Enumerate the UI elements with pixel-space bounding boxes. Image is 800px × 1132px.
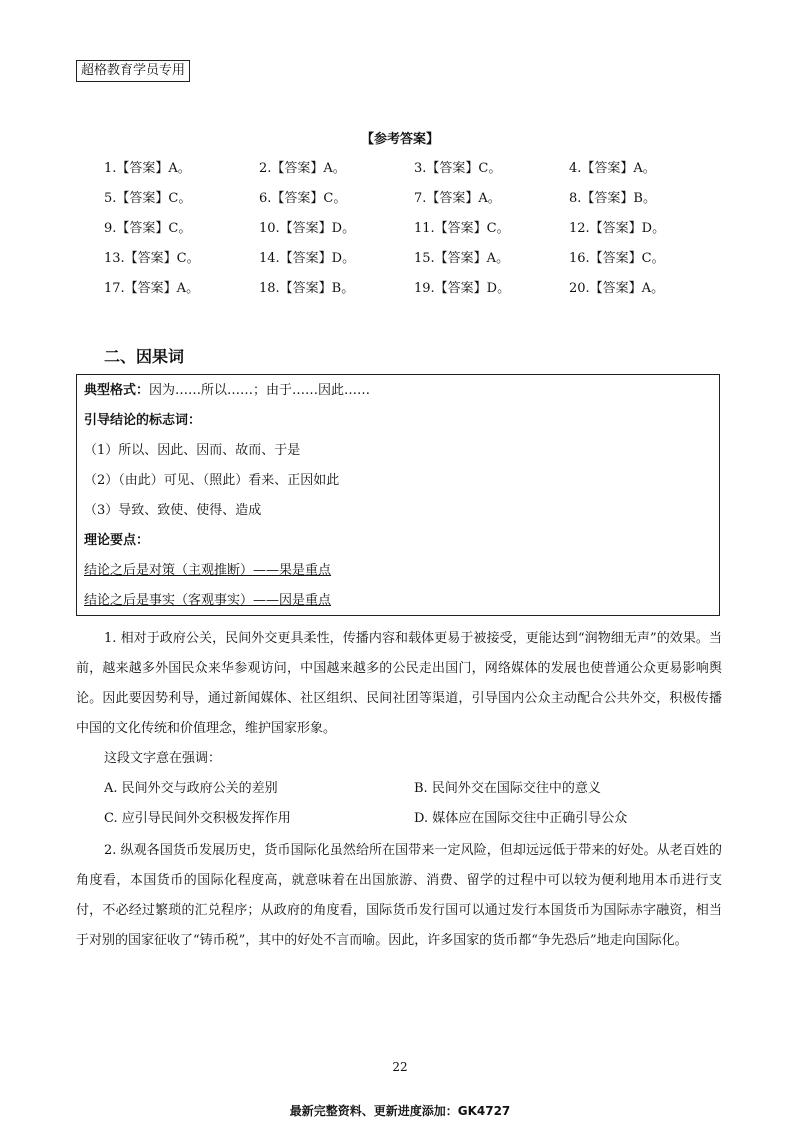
format-line <box>84 381 719 411</box>
answers-title: 【参考答案】 <box>360 132 439 147</box>
section-heading: 二、因果词 <box>104 347 185 366</box>
answer-item: 2.【答案】A。 <box>259 161 346 176</box>
answer-item: 18.【答案】B。 <box>259 281 355 296</box>
answer-item: 3.【答案】C。 <box>414 161 502 176</box>
answers-row <box>104 249 724 279</box>
theory-text: 结论之后是事实（客观事实）——因是重点 <box>84 593 332 608</box>
answer-item: 5.【答案】C。 <box>104 191 192 206</box>
option-c: C. 应引导民间外交积极发挥作用 <box>104 811 291 826</box>
question-1-prompt: 这段文字意在强调： <box>104 751 222 766</box>
footer-note: 最新完整资料、更新进度添加：GK4727 <box>289 1104 511 1118</box>
answers-row <box>104 159 724 189</box>
answer-item: 15.【答案】A。 <box>414 251 510 266</box>
page-number: 22 <box>392 1060 408 1074</box>
answers-row <box>104 219 724 249</box>
answer-item: 9.【答案】C。 <box>104 221 192 236</box>
answer-item: 6.【答案】C。 <box>259 191 347 206</box>
answer-item: 1.【答案】A。 <box>104 161 191 176</box>
markers-label: 引导结论的标志词： <box>84 413 202 428</box>
answer-item: 13.【答案】C。 <box>104 251 200 266</box>
question-2-passage: 2. 纵观各国货币发展历史，货币国际化虽然给所在国带来一定风险，但却远远低于带来的好处。从老百姓的角度看，本国货币的国际化程度高，就意味着在出国旅游、消费、留学的过程中可以较为便利地用本币进行支付，不必经过繁琐的汇兑程序；从政府的角度看，国际货币发行国可以通过发行本国货币为国际赤字融资，相当于对别的国家征收了“铸币税”，其中的好处不言而喻。因此，许多国家的货币都“争先恐后”地走向国际化。 <box>76 843 722 948</box>
marker-line: （1）所以、因此、因而、故而、于是 <box>84 443 301 458</box>
answer-item: 16.【答案】C。 <box>569 251 665 266</box>
answers-row <box>104 279 724 309</box>
answer-item: 17.【答案】A。 <box>104 281 200 296</box>
options-row <box>104 804 724 834</box>
theory-line <box>84 591 719 621</box>
option-a: A. 民间外交与政府公关的差别 <box>104 781 278 796</box>
answer-item: 12.【答案】D。 <box>569 221 666 236</box>
format-label: 典型格式： <box>84 383 150 398</box>
answer-item: 20.【答案】A。 <box>569 281 665 296</box>
answer-item: 4.【答案】A。 <box>569 161 656 176</box>
summary-box <box>76 374 720 616</box>
format-text: 因为……所以……；由于……因此…… <box>149 383 371 398</box>
question-1-passage: 1. 相对于政府公关，民间外交更具柔性，传播内容和载体更易于被接受，更能达到“润物细无声”的效果。当前，越来越多外国民众来华参观访问，中国越来越多的公民走出国门，网络媒体的发展也使普通公众更易影响舆论。因此要因势利导，通过新闻媒体、社区组织、民间社团等渠道，引导国内公众主动配合公共外交，积极传播中国的文化传统和价值理念，维护国家形象。 <box>76 631 722 736</box>
answer-item: 7.【答案】A。 <box>414 191 501 206</box>
marker-line: （3）导致、致使、使得、造成 <box>84 503 262 518</box>
answers-row <box>104 189 724 219</box>
answer-item: 10.【答案】D。 <box>259 221 356 236</box>
question-1-options <box>104 774 724 834</box>
answer-item: 8.【答案】B。 <box>569 191 656 206</box>
option-d: D. 媒体应在国际交往中正确引导公众 <box>414 811 628 826</box>
answer-item: 14.【答案】D。 <box>259 251 356 266</box>
options-row <box>104 774 724 804</box>
option-b: B. 民间外交在国际交往中的意义 <box>414 781 601 796</box>
answers-grid <box>104 159 724 309</box>
theory-line <box>84 561 719 591</box>
theory-text: 结论之后是对策（主观推断）——果是重点 <box>84 563 332 578</box>
answer-item: 19.【答案】D。 <box>414 281 511 296</box>
header-tag: 超格教育学员专用 <box>76 60 190 82</box>
marker-line: （2）（由此）可见、（照此）看来、正因如此 <box>84 473 340 488</box>
theory-label: 理论要点： <box>84 533 150 548</box>
answer-item: 11.【答案】C。 <box>414 221 510 236</box>
